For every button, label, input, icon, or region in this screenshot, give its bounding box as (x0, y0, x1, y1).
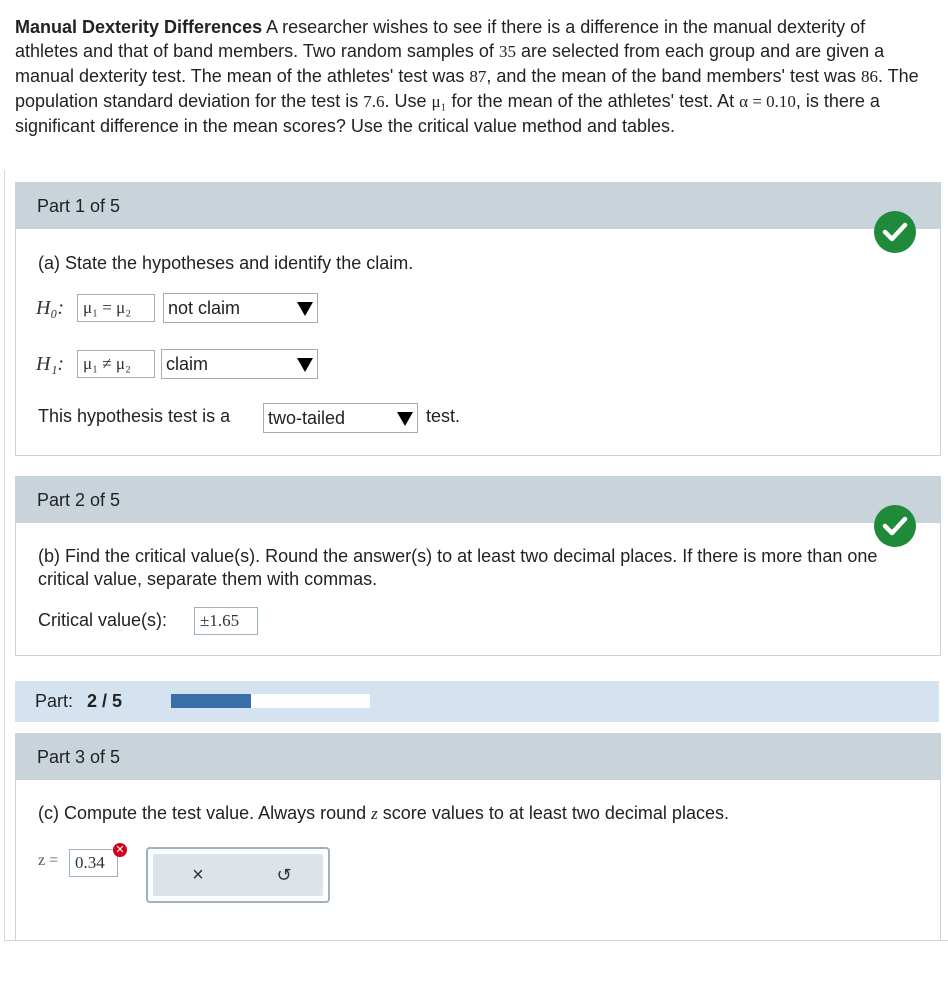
undo-button[interactable]: ↺ (276, 865, 292, 885)
progress-track (171, 694, 370, 708)
clear-button[interactable]: × (192, 864, 204, 886)
part-2-question: (b) Find the critical value(s). Round the answer(s) to at least two decimal places. If there is more than one critical value, separate them with commas. (38, 546, 878, 589)
problem-text: are selected from each group and are given a manual dexterity test. The mean of the athletes' test was (15, 41, 885, 86)
correct-check-icon (874, 211, 916, 253)
test-type-prefix: This hypothesis test is a (38, 406, 231, 426)
problem-text: . Use (384, 91, 432, 111)
progress-fill (171, 694, 251, 708)
problem-text: . The population standard deviation for the test is (15, 66, 919, 111)
z-label: z = (38, 852, 59, 869)
mean-athletes: 87 (469, 67, 487, 86)
critical-value-label: Critical value(s): (38, 610, 168, 630)
part-2-header: Part 2 of 5 (16, 477, 940, 523)
dropdown-arrow-icon (297, 302, 313, 316)
mean-band: 86 (861, 67, 878, 86)
part-1-panel (15, 182, 941, 456)
question-text: (c) Compute the test value. Always round (38, 803, 372, 823)
question-text: score values to at least two decimal places. (377, 803, 729, 823)
part-3-question (38, 802, 729, 825)
problem-statement (15, 15, 933, 138)
h1-label: H₁: (36, 353, 65, 375)
problem-text: for the mean of the athletes' test. At (446, 91, 740, 111)
h0-claim-select[interactable] (163, 293, 318, 323)
incorrect-x-icon: ✕ (113, 843, 127, 857)
part-3-panel (15, 733, 941, 940)
problem-text: , and the mean of the band members' test was (486, 66, 861, 86)
mu1-symbol: μ₁ (431, 92, 447, 111)
sample-size: 35 (498, 42, 516, 61)
problem-title: Manual Dexterity Differences (15, 17, 263, 37)
dropdown-arrow-icon (397, 412, 413, 426)
h0-claim-value: not claim (168, 298, 241, 318)
critical-value-input[interactable]: ±1.65 (194, 607, 258, 635)
correct-check-icon (874, 505, 916, 547)
progress-label: Part: (35, 691, 74, 711)
test-type-select[interactable] (263, 403, 418, 433)
answer-toolbar-inner (153, 854, 323, 896)
answer-toolbar (146, 847, 330, 903)
z-variable: z (371, 804, 378, 823)
h0-expression-input[interactable]: μ₁ = μ₂ (77, 294, 155, 322)
progress-bar-row (15, 681, 939, 722)
part-3-header: Part 3 of 5 (16, 734, 940, 780)
h0-label: H₀: (36, 297, 65, 319)
test-type-value: two-tailed (268, 408, 346, 428)
problem-text: , is there a significant difference in the mean scores? Use the critical value method and tables. (15, 91, 880, 136)
part-1-question: (a) State the hypotheses and identify the claim. (38, 253, 414, 273)
h1-claim-select[interactable] (161, 349, 318, 379)
problem-text: A researcher wishes to see if there is a difference in the manual dexterity of athletes and that of band members. Two random samples of (15, 17, 866, 61)
part-1-header: Part 1 of 5 (16, 183, 940, 229)
test-type-suffix: test. (426, 406, 461, 426)
part-2-panel (15, 476, 941, 656)
h1-expression-input[interactable]: μ₁ ≠ μ₂ (77, 350, 155, 378)
dropdown-arrow-icon (297, 358, 313, 372)
progress-value: 2 / 5 (87, 691, 123, 711)
sigma-value: 7.6 (363, 92, 385, 111)
alpha-value: α = 0.10 (739, 92, 796, 111)
h1-claim-value: claim (166, 354, 209, 374)
z-value-input[interactable]: 0.34 (69, 849, 118, 877)
